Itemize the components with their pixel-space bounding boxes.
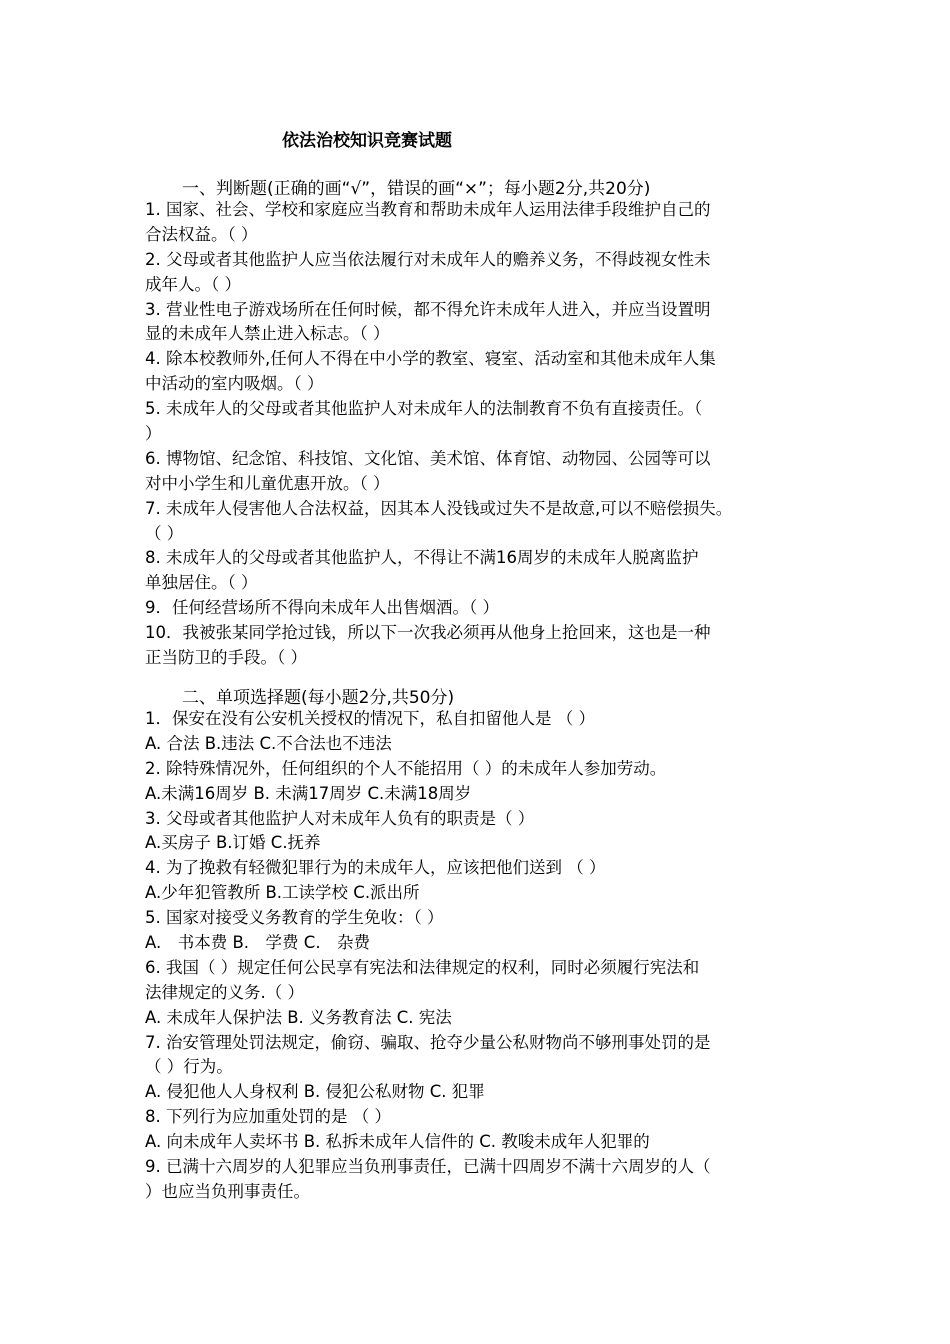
text-line: A.买房子 B.订婚 C.抚养 <box>145 833 321 853</box>
text-line: A. 向未成年人卖坏书 B. 私拆未成年人信件的 C. 教唆未成年人犯罪的 <box>145 1132 650 1152</box>
section-single-choice-questions <box>145 707 825 1205</box>
text-line: 3. 父母或者其他监护人对未成年人负有的职责是（ ） <box>145 808 535 828</box>
text-line: 8. 下列行为应加重处罚的是 （ ） <box>145 1107 391 1127</box>
text-line: A. 未成年人保护法 B. 义务教育法 C. 宪法 <box>145 1007 452 1027</box>
text-line: ） <box>145 424 162 444</box>
text-line: 中活动的室内吸烟。（ ） <box>145 374 324 394</box>
text-line: 8. 未成年人的父母或者其他监护人，不得让不满16周岁的未成年人脱离监护 <box>145 548 699 568</box>
text-line: 6. 我国（ ）规定任何公民享有宪法和法律规定的权利，同时必须履行宪法和 <box>145 957 700 977</box>
text-line: 2. 除特殊情况外，任何组织的个人不能招用（ ）的未成年人参加劳动。 <box>145 758 667 778</box>
section-heading-true-false: 一、判断题(正确的画“√”，错误的画“×”；每小题2分,共20分) <box>182 179 651 199</box>
text-line: 法律规定的义务.（ ） <box>145 982 304 1002</box>
text-line: 对中小学生和儿童优惠开放。（ ） <box>145 473 390 493</box>
text-line: 7. 未成年人侵害他人合法权益，因其本人没钱或过失不是故意,可以不赔偿损失。 <box>145 498 733 518</box>
text-line: 5. 国家对接受义务教育的学生免收：（ ） <box>145 908 444 928</box>
text-line: 6. 博物馆、纪念馆、科技馆、文化馆、美术馆、体育馆、动物园、公园等可以 <box>145 448 711 468</box>
text-line: 2. 父母或者其他监护人应当依法履行对未成年人的赡养义务，不得歧视女性未 <box>145 249 711 269</box>
text-line: A. 书本费 B. 学费 C. 杂费 <box>145 933 371 953</box>
text-line: 1. 国家、社会、学校和家庭应当教育和帮助未成年人运用法律手段维护自己的 <box>145 200 711 219</box>
section-true-false-questions <box>145 198 825 671</box>
text-line: 10．我被张某同学抢过钱，所以下一次我必须再从他身上抢回来，这也是一种 <box>145 623 711 643</box>
text-line: 1．保安在没有公安机关授权的情况下，私自扣留他人是 （ ） <box>145 709 595 728</box>
text-line: A. 合法 B.违法 C.不合法也不违法 <box>145 733 392 753</box>
text-line: A.未满16周岁 B. 未满17周岁 C.未满18周岁 <box>145 783 472 803</box>
text-line: 正当防卫的手段。（ ） <box>145 648 307 668</box>
text-line: 成年人。（ ） <box>145 274 241 294</box>
text-line: 合法权益。（ ） <box>145 224 258 244</box>
text-line: 3. 营业性电子游戏场所在任何时候，都不得允许未成年人进入，并应当设置明 <box>145 299 711 319</box>
text-line: 9. 已满十六周岁的人犯罪应当负刑事责任，已满十四周岁不满十六周岁的人（ <box>145 1157 711 1177</box>
text-line: 7. 治安管理处罚法规定，偷窃、骗取、抢夺少量公私财物尚不够刑事处罚的是 <box>145 1032 711 1052</box>
text-line: 显的未成年人禁止进入标志。（ ） <box>145 324 390 344</box>
text-line: 单独居住。（ ） <box>145 573 258 593</box>
text-line: 4. 除本校教师外,任何人不得在中小学的教室、寝室、活动室和其他未成年人集 <box>145 349 716 369</box>
document-title: 依法治校知识竞赛试题 <box>282 131 452 151</box>
text-line: 5. 未成年人的父母或者其他监护人对未成年人的法制教育不负有直接责任。（ <box>145 399 703 419</box>
text-line: A. 侵犯他人人身权利 B. 侵犯公私财物 C. 犯罪 <box>145 1082 485 1102</box>
section-heading-single-choice: 二、单项选择题(每小题2分,共50分) <box>182 688 455 708</box>
text-line: 4. 为了挽救有轻微犯罪行为的未成年人，应该把他们送到 （ ） <box>145 858 606 878</box>
text-line: （ ） <box>145 523 184 543</box>
text-line: A.少年犯管教所 B.工读学校 C.派出所 <box>145 883 420 903</box>
text-line: 9．任何经营场所不得向未成年人出售烟酒。（ ） <box>145 598 499 618</box>
text-line: ）也应当负刑事责任。 <box>145 1181 310 1201</box>
text-line: （ ）行为。 <box>145 1057 233 1077</box>
